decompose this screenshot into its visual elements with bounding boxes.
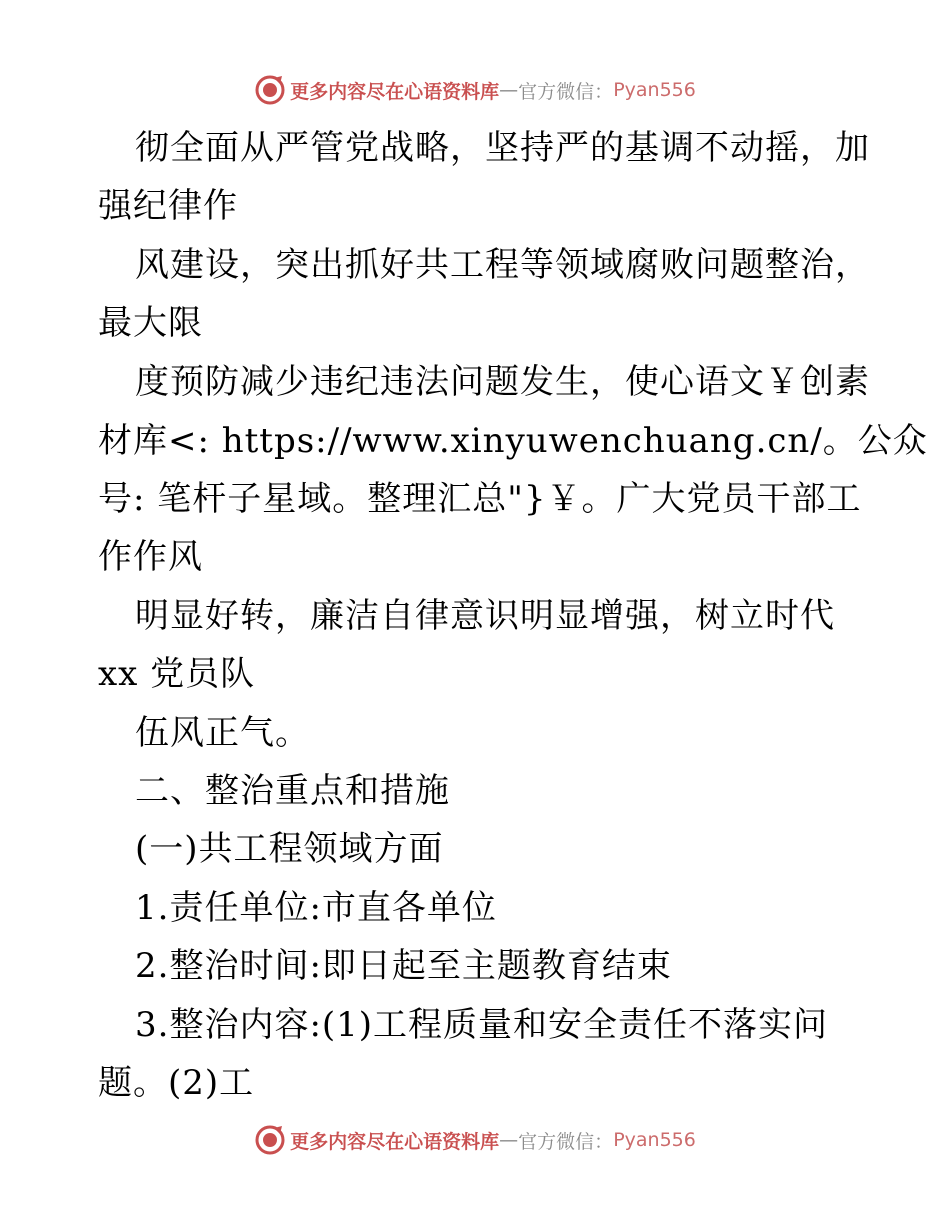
- watermark-dash: —: [499, 79, 519, 101]
- watermark-main-text: 更多内容尽在心语资料库: [290, 80, 500, 103]
- list-item: 3.整治内容:(1)工程质量和安全责任不落实问: [135, 1005, 829, 1045]
- list-item: 1.责任单位:市直各单位: [135, 888, 497, 928]
- list-item: 2.整治时间:即日起至主题教育结束: [135, 946, 672, 986]
- watermark-sub-text: 官方微信：: [518, 80, 614, 103]
- section-heading: 二、整治重点和措施: [135, 771, 450, 811]
- watermark-main-text: 更多内容尽在心语资料库: [290, 1130, 500, 1153]
- paragraph-line: 明显好转，廉洁自律意识明显增强，树立时代: [135, 596, 835, 636]
- subsection-heading: (一)共工程领域方面: [135, 829, 444, 869]
- paragraph-line: 风建设，突出抓好共工程等领域腐败问题整治，: [135, 245, 870, 285]
- pen-circle-logo-icon: [254, 1124, 286, 1156]
- paragraph-line: 材库<: https://www.xinyuwenchuang.cn/。公众: [98, 421, 928, 461]
- paragraph-line: 伍风正气。: [135, 713, 310, 753]
- paragraph-line: 号: 笔杆子星域。整理汇总"}￥。广大党员干部工: [98, 479, 862, 519]
- watermark-dash: —: [499, 1129, 519, 1151]
- watermark-wechat-id: Pyan556: [613, 1129, 696, 1151]
- watermark-footer: [0, 1120, 950, 1160]
- paragraph-line: 作作风: [98, 537, 203, 577]
- watermark-wechat-id: Pyan556: [613, 79, 696, 101]
- paragraph-line: 彻全面从严管党战略，坚持严的基调不动摇，加: [135, 128, 870, 168]
- watermark-sub-text: 官方微信：: [518, 1130, 614, 1153]
- paragraph-line: xx 党员队: [98, 654, 256, 694]
- paragraph-line: 题。(2)工: [98, 1063, 255, 1103]
- paragraph-line: 最大限: [98, 303, 203, 343]
- paragraph-line: 强纪律作: [98, 186, 238, 226]
- paragraph-line: 度预防减少违纪违法问题发生，使心语文￥创素: [135, 362, 870, 402]
